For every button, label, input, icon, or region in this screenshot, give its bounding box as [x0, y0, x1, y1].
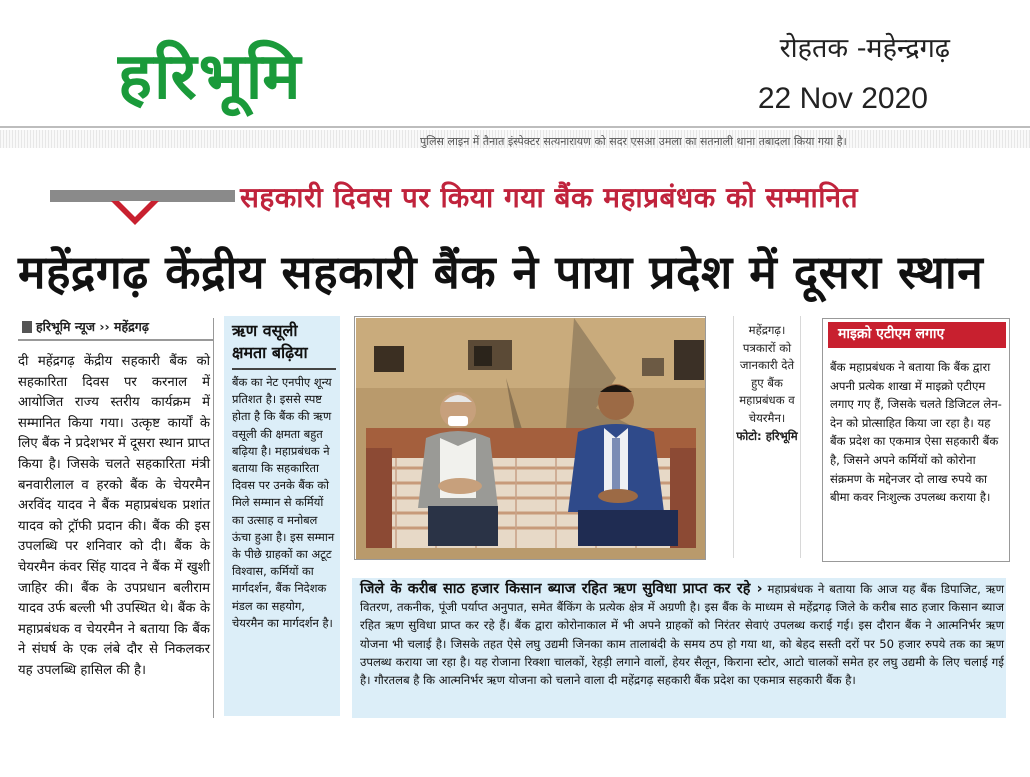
- photo-credit: फोटो: हरिभूमि: [736, 428, 798, 443]
- chevron-inner: [119, 201, 151, 217]
- bottom-box-body: महाप्रबंधक ने बताया कि आज यह बैंक डिपाजिट, ऋण वितरण, तकनीक, पूंजी पर्याप्त अनुपात, समेत बैंकिंग के प्रत्येक क्षेत्र में अग्रणी है। इस बैंक के माध्यम से महेंद्रगढ़ जिले के करीब साठ हजार किसान ब्याज रहित ऋण सुविधा प्राप्त कर रहे हैं। बैंक द्वारा कोरोनाकाल में भी अपने ग्राहकों को निरंतर सेवाएं उपलब्ध कराई गई। इस दौरान बैंक ने आत्मनिर्भर ऋण योजना भी चलाई है। जिसके तहत ऐसे लघु उद्यमी जिनका काम तालाबंदी के समय ठप हो गया था, को बेहद सस्ती दरों पर 50 हजार रुपये तक का ऋण उपलब्ध कराया जा रहा है। यह रोजाना रिक्शा चालकों, रेहड़ी लगाने वालों, हेयर सैलून, किराना स्टोर, आटो चालकों समेत हर लघु उद्यमी के लिए चलाई गई है। गौरतलब है कि आत्मनिर्भर ऋण योजना को चलाने वाला दी महेंद्रगढ़ सहकारी बैंक प्रदेश का एकमात्र सहकारी बैंक है।: [360, 582, 1004, 688]
- sidebox-title: ऋण वसूली क्षमता बढ़िया: [232, 321, 308, 362]
- article-kicker: सहकारी दिवस पर किया गया बैंक महाप्रबंधक को सम्मानित: [240, 181, 859, 214]
- edition-label: रोहतक -महेन्द्रगढ़: [779, 33, 950, 64]
- micro-atm-header-tip: [988, 322, 1006, 348]
- sidebox-text: बैंक का नेट एनपीए शून्य प्रतिशत है। इससे स्पष्ट होता है कि बैंक की ऋण वसूली की क्षमता बहुत बढ़िया है। महाप्रबंधक ने बताया कि सहकारिता दिवस पर उनके बैंक को मिले सम्मान से कर्मियों का उत्साह व मनोबल ऊंचा हुआ है। इस सम्मान के पीछे ग्राहकों का अटूट विश्वास, कर्मियों का मार्गदर्शन, बैंक निदेशक मंडल का सहयोग, चेयरमैन का मार्गदर्शन है।: [232, 375, 335, 630]
- byline-text: हरिभूमि न्यूज ›› महेंद्रगढ़: [36, 319, 149, 334]
- photo-frame: [354, 316, 706, 560]
- sidebox-divider: [232, 368, 336, 370]
- article-headline: महेंद्रगढ़ केंद्रीय सहकारी बैंक ने पाया प्रदेश में दूसरा स्थान: [18, 245, 984, 299]
- bottom-box-text: [360, 580, 1004, 689]
- article-byline: [22, 318, 207, 335]
- bottom-box-lead: जिले के करीब साठ हजार किसान ब्याज रहित ऋण सुविधा प्राप्त कर रहे ›: [360, 581, 763, 597]
- publication-date: 22 Nov 2020: [757, 82, 928, 115]
- newspaper-logo: हरिभूमि: [118, 40, 303, 114]
- micro-atm-text: बैंक महाप्रबंधक ने बताया कि बैंक द्वारा अपनी प्रत्येक शाखा में माइक्रो एटीएम लगाए गए हैं, जिसके चलते डिजिटल लेन-देन को प्रोत्साहित किया जा रहा है। यह बैंक प्रदेश का एकमात्र ऐसा सहकारी बैंक है, जिसने अपने कर्मियों को कोरोना संक्रमण के मद्देनजर दो लाख रुपये का बीमा कवर निःशुल्क उपलब्ध कराया है।: [830, 360, 1002, 505]
- clipped-text-strip: [0, 130, 1030, 148]
- masthead-divider: [0, 126, 1030, 128]
- clipped-strip-text: पुलिस लाइन में तैनात इंस्पेक्टर सत्यनारायण को सदर एसआ उमला का सतनाली थाना तबादला किया गया है।: [420, 135, 847, 148]
- article-body: दी महेंद्रगढ़ केंद्रीय सहकारी बैंक को सहकारिता दिवस पर करनाल में आयोजित राज्य स्तरीय कार्यक्रम में सम्मानित किया गया। उत्कृष्ट कार्यों के लिए बैंक ने प्रदेशभर में दूसरा स्थान प्राप्त किया है। जिसके चलते सहकारिता मंत्री बनवारीलाल व हरको बैंक के चेयरमैन अरविंद यादव ने बैंक महाप्रबंधक प्रशांत यादव को ट्रॉफी प्रदान की। बैंक की इस उपलब्धि पर शनिवार को दी। बैंक के चेयरमैन कंवर सिंह यादव ने बैंक में खुशी जाहिर की। बैंक के उपप्रधान बलीराम यादव उर्फ बल्ली भी उपस्थित थे। बैंक के महाप्रबंधक व चेयरमैन ने बताया कि बैंक ने संघर्ष के एक लंबे दौर से निकलकर यह उपलब्धि हासिल की है।: [18, 354, 210, 678]
- photo-caption: [736, 322, 798, 445]
- byline-divider: [18, 339, 213, 341]
- caption-text: महेंद्रगढ़। पत्रकारों को जानकारी देते हुए बैंक महाप्रबंधक व चेयरमैन।: [739, 323, 795, 425]
- column-divider: [213, 318, 214, 718]
- byline-marker-icon: [22, 321, 32, 333]
- micro-atm-title: माइक्रो एटीएम लगाए: [838, 326, 945, 342]
